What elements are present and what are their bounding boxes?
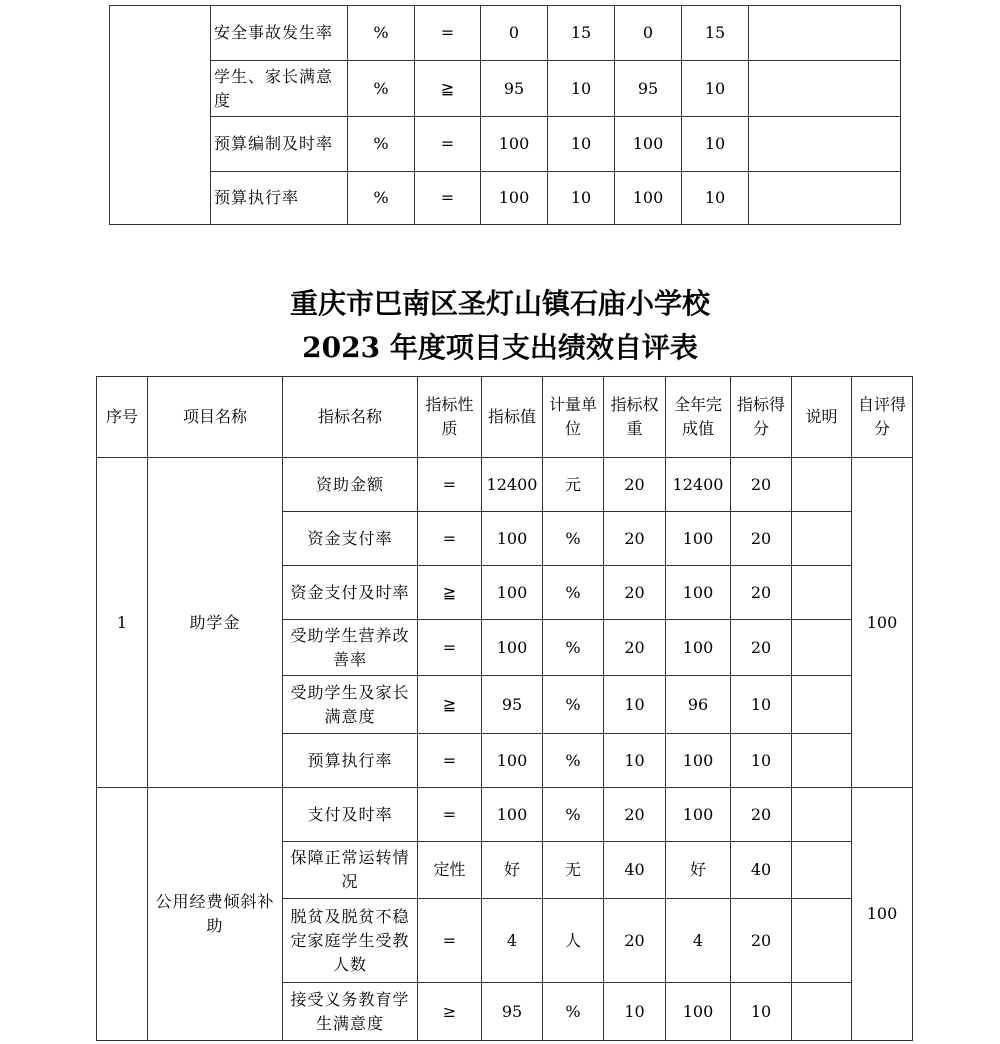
indicator-nature: = [418,734,482,788]
actual-value: 100 [666,512,731,566]
target-value: 100 [481,117,548,172]
indicator-name: 预算执行率 [283,734,418,788]
document-title [0,282,1000,370]
project-seq: 1 [97,458,148,788]
indicator-nature: = [418,458,482,512]
score: 10 [682,117,749,172]
actual-value: 4 [666,899,731,983]
weight: 40 [604,842,666,899]
table-row [110,172,901,225]
table-row [97,458,913,512]
indicator-value: 95 [482,983,543,1041]
unit: % [348,61,415,117]
score: 20 [731,458,792,512]
weight: 20 [604,566,666,620]
unit: 无 [543,842,604,899]
weight: 20 [604,899,666,983]
note [749,6,901,61]
score: 10 [682,61,749,117]
header-cell: 自评得分 [852,377,913,458]
unit: 元 [543,458,604,512]
note [792,512,852,566]
indicator-name: 安全事故发生率 [211,6,348,61]
operator: = [415,172,481,225]
weight: 10 [548,61,615,117]
score: 10 [731,676,792,734]
score: 40 [731,842,792,899]
actual-value: 12400 [666,458,731,512]
continuation-table [109,5,901,225]
indicator-name: 学生、家长满意度 [211,61,348,117]
project-seq [97,788,148,1041]
score: 10 [731,983,792,1041]
indicator-nature: = [418,620,482,676]
note [749,117,901,172]
weight: 10 [604,983,666,1041]
unit: % [543,620,604,676]
header-cell: 指标值 [482,377,543,458]
unit: 人 [543,899,604,983]
weight: 20 [604,788,666,842]
header-cell: 序号 [97,377,148,458]
actual-value: 100 [615,117,682,172]
weight: 20 [604,458,666,512]
note [749,172,901,225]
header-cell: 计量单位 [543,377,604,458]
actual-value: 100 [666,983,731,1041]
note [792,458,852,512]
unit: % [348,172,415,225]
note [792,899,852,983]
header-cell: 指标权重 [604,377,666,458]
indicator-name: 资助金额 [283,458,418,512]
note [792,566,852,620]
score: 10 [682,172,749,225]
note [749,61,901,117]
note [792,842,852,899]
indicator-value: 100 [482,620,543,676]
indicator-nature: = [418,788,482,842]
header-cell: 指标名称 [283,377,418,458]
indicator-name: 支付及时率 [283,788,418,842]
indicator-nature: ≥ [418,983,482,1041]
unit: % [543,788,604,842]
indicator-name: 接受义务教育学生满意度 [283,983,418,1041]
table-row [110,61,901,117]
operator: = [415,117,481,172]
indicator-value: 100 [482,512,543,566]
indicator-value: 95 [482,676,543,734]
table-row [110,6,901,61]
score: 20 [731,566,792,620]
score: 15 [682,6,749,61]
target-value: 95 [481,61,548,117]
title-line-1: 重庆市巴南区圣灯山镇石庙小学校 [289,287,710,320]
indicator-nature: ≧ [418,566,482,620]
table-row [97,788,913,842]
weight: 20 [604,512,666,566]
header-cell: 指标性质 [418,377,482,458]
unit: % [543,566,604,620]
note [792,676,852,734]
weight: 10 [548,117,615,172]
weight: 10 [604,734,666,788]
unit: % [348,117,415,172]
unit: % [543,983,604,1041]
empty-cell [110,6,211,225]
header-cell: 说明 [792,377,852,458]
actual-value: 100 [666,620,731,676]
unit: % [543,734,604,788]
indicator-value: 100 [482,734,543,788]
score: 20 [731,512,792,566]
indicator-nature: = [418,899,482,983]
weight: 15 [548,6,615,61]
note [792,734,852,788]
actual-value: 100 [666,788,731,842]
score: 10 [731,734,792,788]
note [792,983,852,1041]
header-cell: 项目名称 [148,377,283,458]
weight: 20 [604,620,666,676]
self-score: 100 [852,788,913,1041]
note [792,620,852,676]
indicator-nature: = [418,512,482,566]
header-row [97,377,913,458]
indicator-name: 受助学生及家长满意度 [283,676,418,734]
header-cell: 全年完成值 [666,377,731,458]
indicator-name: 脱贫及脱贫不稳定家庭学生受教人数 [283,899,418,983]
indicator-value: 好 [482,842,543,899]
weight: 10 [604,676,666,734]
indicator-name: 预算执行率 [211,172,348,225]
operator: ≧ [415,61,481,117]
indicator-value: 100 [482,566,543,620]
indicator-value: 12400 [482,458,543,512]
header-cell: 指标得分 [731,377,792,458]
note [792,788,852,842]
indicator-name: 资金支付率 [283,512,418,566]
project-name: 助学金 [148,458,283,788]
score: 20 [731,620,792,676]
indicator-value: 4 [482,899,543,983]
performance-table [96,376,913,1041]
score: 20 [731,788,792,842]
unit: % [543,676,604,734]
indicator-nature: ≧ [418,676,482,734]
actual-value: 100 [615,172,682,225]
indicator-nature: 定性 [418,842,482,899]
actual-value: 100 [666,566,731,620]
actual-value: 好 [666,842,731,899]
title-line-2: 2023 年度项目支出绩效自评表 [302,331,698,364]
score: 20 [731,899,792,983]
indicator-name: 受助学生营养改善率 [283,620,418,676]
indicator-name: 资金支付及时率 [283,566,418,620]
indicator-value: 100 [482,788,543,842]
self-score: 100 [852,458,913,788]
actual-value: 96 [666,676,731,734]
actual-value: 100 [666,734,731,788]
indicator-name: 预算编制及时率 [211,117,348,172]
unit: % [543,512,604,566]
actual-value: 95 [615,61,682,117]
target-value: 0 [481,6,548,61]
actual-value: 0 [615,6,682,61]
unit: % [348,6,415,61]
weight: 10 [548,172,615,225]
project-name: 公用经费倾斜补助 [148,788,283,1041]
indicator-name: 保障正常运转情况 [283,842,418,899]
operator: = [415,6,481,61]
table-row [110,117,901,172]
target-value: 100 [481,172,548,225]
